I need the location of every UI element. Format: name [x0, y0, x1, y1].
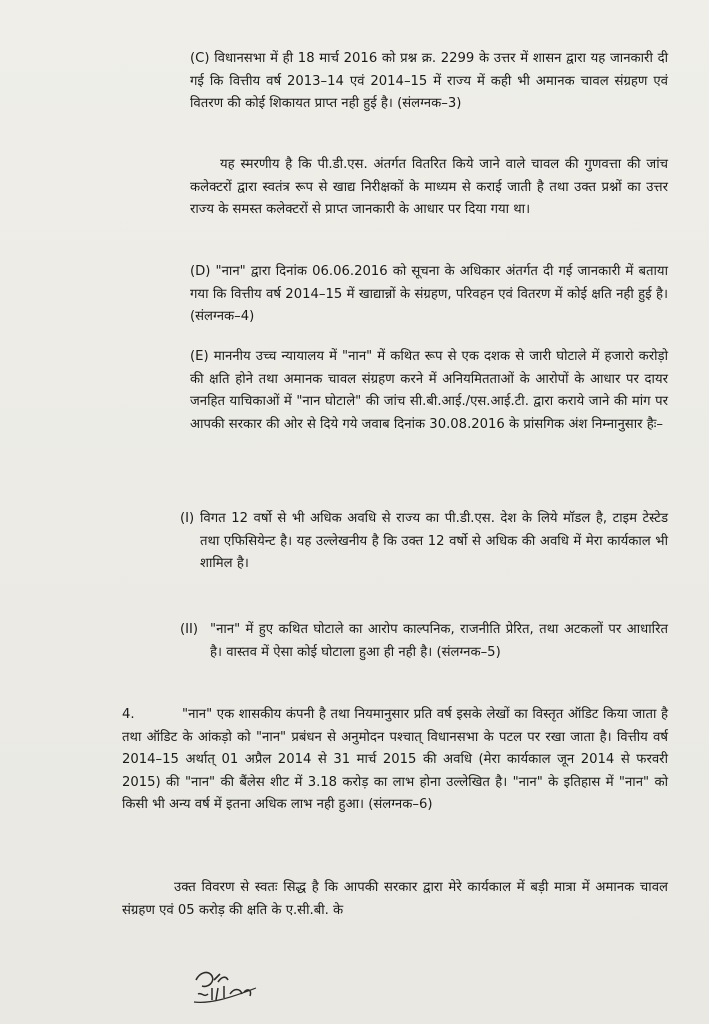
list-marker-ii: (II)	[180, 622, 199, 637]
list-marker-i: (I)	[180, 511, 195, 526]
section-number: 4.	[122, 707, 135, 722]
para-note: यह स्मरणीय है कि पी.डी.एस. अंतर्गत वितरित किये जाने वाले चावल की गुणवत्ता की जांच कलेक्टरों द्वारा स्वतंत्र रूप से खाद्य निरीक्षकों के माध्यम से कराई जाती है तथा उक्त प्रश्नों का उत्तर राज्य के समस्त कलेक्टरों से प्राप्त जानकारी के आधार पर दिया गया था।	[190, 157, 668, 217]
section-4-text: "नान" एक शासकीय कंपनी है तथा नियमानुसार प्रति वर्ष इसके लेखों का विस्तृत ऑडिट किया जाता है तथा ऑडिट के आंकड़ो को "नान" प्रबंधन से अनुमोदन पश्चात् विधानसभा के पटल पर रखा जाता है। वित्तीय वर्ष 2014–15 अर्थात् 01 अप्रैल 2014 से 31 मार्च 2015 की अवधि (मेरा कार्यकाल जून 2014 से फरवरी 2015) की "नान" की बैंलेस शीट में 3.18 करोड़ का लाभ होना उल्लेखित है। "नान" के इतिहास में "नान" को किसी भी अन्य वर्ष में इतना अधिक लाभ नही हुआ। (संलग्नक–6)	[122, 707, 668, 812]
handwritten-initials	[190, 958, 270, 1008]
para-c: (C) विधानसभा में ही 18 मार्च 2016 को प्रश्न क्र. 2299 के उत्तर में शासन द्वारा यह जानकारी दी गई कि वित्तीय वर्ष 2013–14 एवं 2014–15 में राज्य में कही भी अमानक चावल संग्रहण एवं वितरण की कोई शिकायत प्राप्त नही हुई है। (संलग्नक–3)	[190, 51, 668, 111]
para-e: (E) माननीय उच्च न्यायालय में "नान" में कथित रूप से एक दशक से जारी घोटाले में हजारो करोड़ो की क्षति होने तथा अमानक चावल संग्रहण करने में अनियमितताओं के आरोपों के आधार पर दायर जनहित याचिकाओं में "नान घोटाले" की जांच सी.बी.आई./एस.आई.टी. द्वारा कराये जाने की मांग पर आपकी सरकार की ओर से दिये गये जवाब दिनांक 30.08.2016 के प्रांसगिक अंश निम्नानुसार हैः–	[190, 349, 668, 432]
closing-paragraph: उक्त विवरण से स्वतः सिद्ध है कि आपकी सरकार द्वारा मेरे कार्यकाल में बड़ी मात्रा में अमानक चावल संग्रहण एवं 05 करोड़ की क्षति के ए.सी.बी. के	[122, 880, 668, 918]
para-d: (D) "नान" द्वारा दिनांक 06.06.2016 को सूचना के अधिकार अंतर्गत दी गई जानकारी में बताया गया कि वित्तीय वर्ष 2014–15 में खाद्यान्नों के संग्रहण, परिवहन एवं वितरण में कोई क्षति नही हुई है। (संलग्नक–4)	[190, 264, 668, 324]
list-item-i: विगत 12 वर्षो से भी अधिक अवधि से राज्य का पी.डी.एस. देश के लिये मॉडल है, टाइम टेस्टेड तथा एफिसियेन्ट है। यह उल्लेखनीय है कि उक्त 12 वर्षो से अधिक की अवधि में मेरा कार्यकाल भी शामिल है।	[200, 511, 668, 571]
list-item-ii: "नान" में हुए कथित घोटाले का आरोप काल्पनिक, राजनीति प्रेरित, तथा अटकलों पर आधारित है। वास्तव में ऐसा कोई घोटाला हुआ ही नही है। (संलग्नक–5)	[210, 622, 668, 660]
